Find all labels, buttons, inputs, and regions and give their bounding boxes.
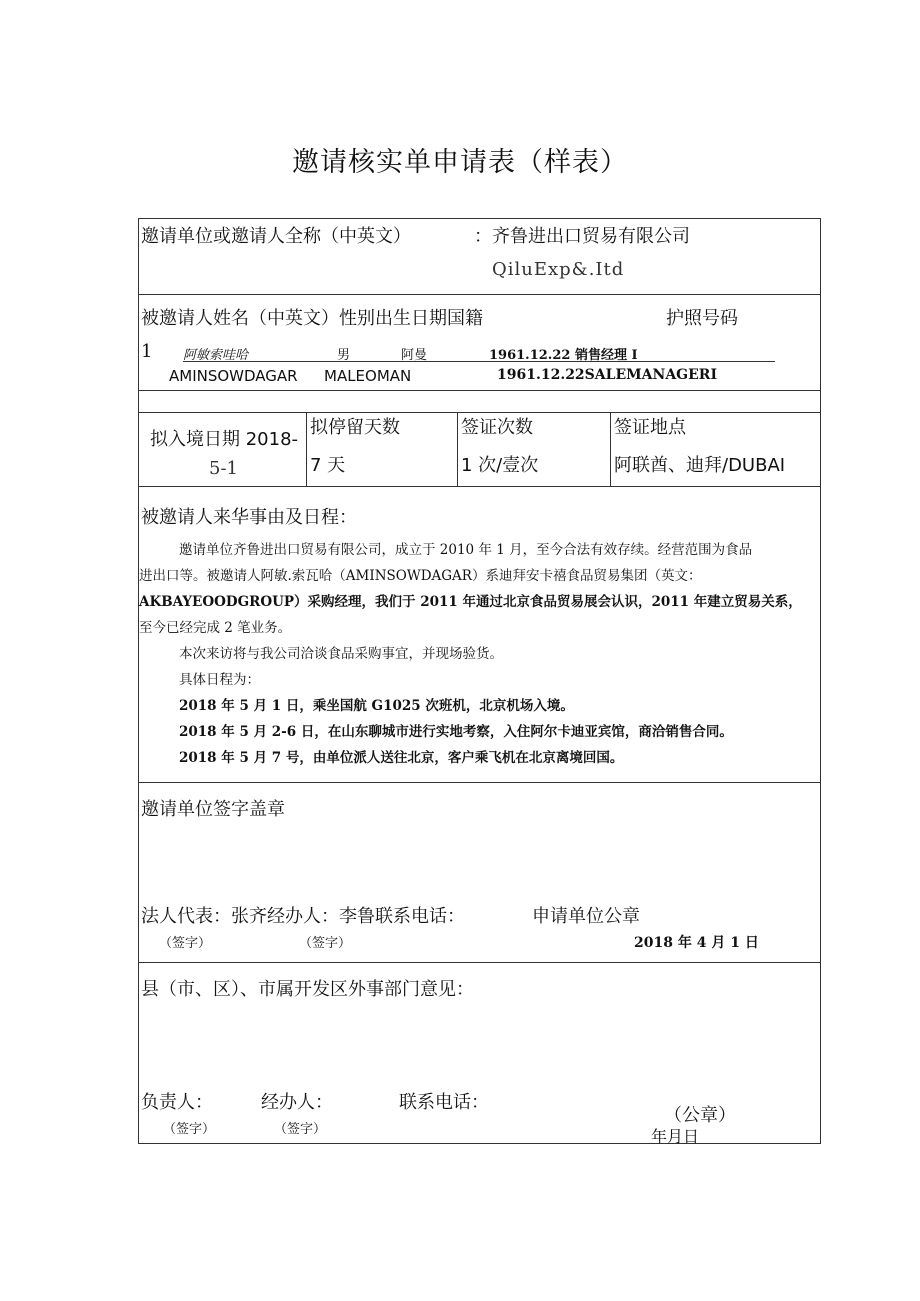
underline-cn: [183, 361, 775, 362]
invitee-country-cn: 阿曼: [401, 348, 428, 363]
visa-place-label: 签证地点: [614, 417, 686, 438]
visa-divider-2: [457, 413, 458, 486]
signature-sign-1: （签字）: [159, 936, 212, 951]
signature-sign-2: （签字）: [299, 936, 352, 951]
opinion-seal: （公章）: [664, 1105, 736, 1126]
inviter-name-cn: ：齐鲁进出口贸易有限公司: [474, 226, 690, 247]
signature-date: 2018 年 4 月 1 日: [634, 935, 759, 951]
spacer-row: [139, 391, 820, 413]
signature-row: [139, 783, 820, 963]
opinion-phone: 联系电话：: [399, 1092, 489, 1113]
inviter-row: [139, 219, 820, 295]
purpose-line-6: 具体日程为：: [179, 672, 260, 688]
opinion-date: 年月日: [651, 1127, 700, 1146]
visa-count-label: 签证次数: [461, 417, 533, 438]
visa-divider-3: [610, 413, 611, 486]
opinion-handler: 经办人：: [261, 1092, 333, 1113]
purpose-line-2: 进出口等。被邀请人阿敏.索瓦哈（AMINSOWDAGAR）系迪拜安卡禧食品贸易集团（英文：: [139, 568, 702, 584]
invitee-name-cn: 阿敏索哇哈: [183, 348, 249, 363]
purpose-line-5: 本次来访将与我公司洽谈食品采购事宜，并现场验货。: [179, 646, 503, 662]
visa-divider-1: [306, 413, 307, 486]
visa-count-value: 1 次/壹次: [461, 455, 539, 476]
stay-value: 7 天: [310, 455, 346, 476]
opinion-sign-1: （签字）: [163, 1122, 216, 1137]
signature-label: 邀请单位签字盖章: [141, 799, 285, 820]
inviter-label: 邀请单位或邀请人全称（中英文）: [141, 226, 411, 247]
visa-place-value: 阿联酋、迪拜/DUBAI: [614, 455, 786, 476]
invitee-birth-job-en: 1961.12.22SALEMANAGERI: [497, 367, 717, 383]
purpose-line-3: AKBAYEOODGROUP）采购经理，我们于 2011 年通过北京食品贸易展会认识，2011 年建立贸易关系，: [139, 594, 802, 610]
visa-row: [139, 413, 820, 487]
stay-label: 拟停留天数: [310, 417, 400, 438]
page-title: 邀请核实单申请表（样表）: [292, 147, 628, 178]
purpose-label: 被邀请人来华事由及日程：: [141, 507, 357, 528]
entry-date-label: 拟入境日期 2018-: [150, 429, 299, 450]
opinion-label: 县（市、区）、市属开发区外事部门意见：: [141, 979, 474, 1000]
purpose-line-1: 邀请单位齐鲁进出口贸易有限公司，成立于 2010 年 1 月，至今合法有效存续。经营范围为食品: [179, 542, 753, 558]
schedule-item-3: 2018 年 5 月 7 号，由单位派人送往北京，客户乘飞机在北京离境回国。: [179, 750, 624, 766]
passport-label: 护照号码: [666, 308, 738, 329]
opinion-sign-2: （签字）: [274, 1122, 327, 1137]
opinion-row: [139, 963, 820, 1145]
inviter-name-en: QiluExp&.Itd: [492, 259, 625, 280]
purpose-paragraph: [139, 537, 822, 771]
invitee-row-number: 1: [141, 341, 153, 362]
invitee-birth-job-cn: 1961.12.22 销售经理 I: [489, 348, 638, 363]
invitee-name-en: AMINSOWDAGAR: [169, 367, 298, 385]
schedule-item-1: 2018 年 5 月 1 日，乘坐国航 G1025 次班机，北京机场入境。: [179, 698, 574, 714]
signature-line: 法人代表：张齐经办人：李鲁联系电话：: [141, 906, 465, 927]
purpose-line-4: 至今已经完成 2 笔业务。: [139, 620, 292, 636]
schedule-item-2: 2018 年 5 月 2-6 日，在山东聊城市进行实地考察，入住阿尔卡迪亚宾馆，商洽销售合同。: [179, 724, 733, 740]
invitee-header: 被邀请人姓名（中英文）性别出生日期国籍: [141, 308, 483, 329]
opinion-head: 负责人：: [141, 1092, 213, 1113]
application-form: [138, 218, 821, 1144]
invitee-gender-cn: 男: [337, 348, 351, 363]
applicant-seal-label: 申请单位公章: [532, 906, 640, 927]
invitee-gender-country-en: MALEOMAN: [324, 367, 412, 385]
entry-date-cont: 5-1: [209, 458, 238, 479]
purpose-row: [139, 487, 820, 783]
invitee-row: [139, 295, 820, 391]
